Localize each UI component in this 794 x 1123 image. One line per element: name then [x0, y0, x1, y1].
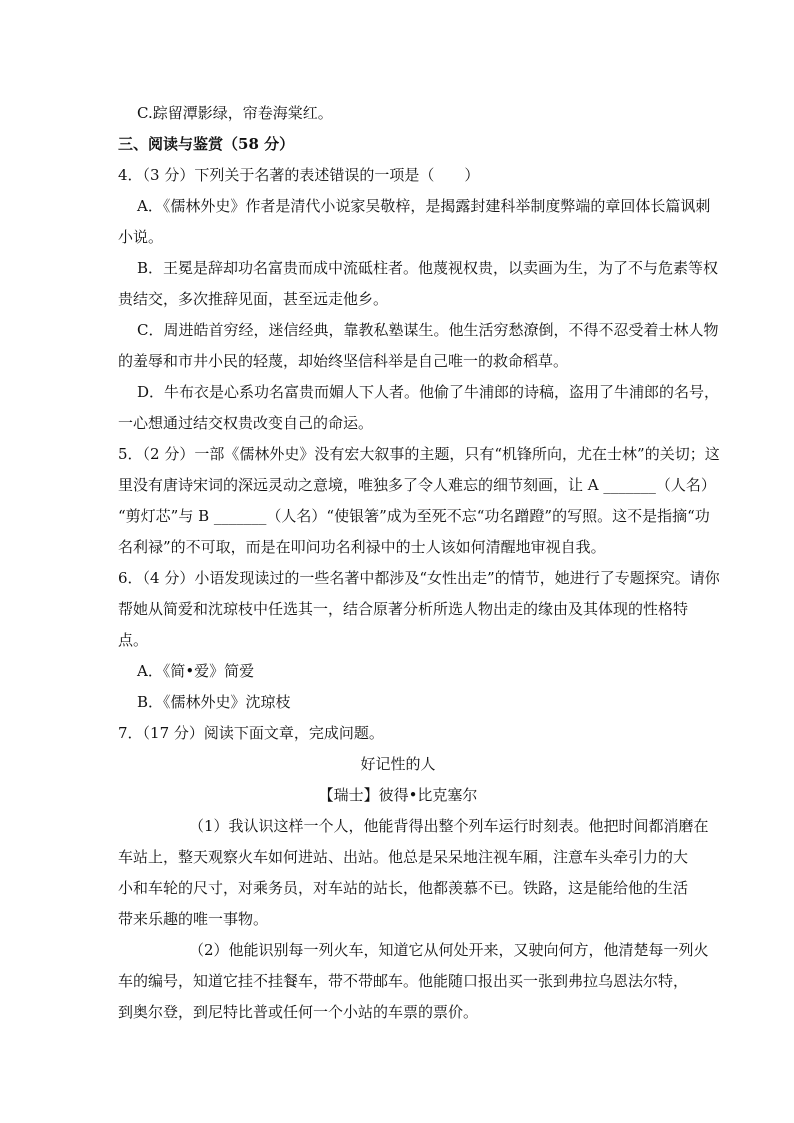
article-title: 好记性的人 [360, 755, 436, 773]
q4-option-a-line1: A．《儒林外史》作者是清代小说家吴敬梓，是揭露封建科举制度弊端的章回体长篇讽刺 [137, 197, 711, 215]
p2-line2: 车的编号，知道它挂不挂餐车，带不带邮车。他能随口报出买一张到弗拉乌恩法尔特， [118, 972, 689, 990]
q4-option-d-line1: D．牛布衣是心系功名富贵而媚人下人者。他偷了牛浦郎的诗稿，盗用了牛浦郎的名号， [137, 383, 720, 401]
p2-line1: （2）他能识别每一列火车，知道它从何处开来，又驶向何方，他清楚每一列火 [189, 941, 709, 959]
q7-stem: 7．（17 分）阅读下面文章，完成问题。 [118, 724, 384, 742]
p1-line4: 带来乐趣的唯一事物。 [118, 910, 269, 928]
q6-line2: 帮她从简爱和沈琼枝中任选其一，结合原著分析所选人物出走的缘由及其体现的性格特 [118, 600, 689, 618]
p2-line3: 到奥尔登，到尼特比普或任何一个小站的车票的票价。 [118, 1003, 479, 1021]
q4-option-c-line2: 的羞辱和市井小民的轻蔑，却始终坚信科举是自己唯一的救命稻草。 [118, 352, 569, 370]
p1-line2: 车站上，整天观察火车如何进站、出站。他总是呆呆地注视车厢，注意车头牵引力的大 [118, 848, 689, 866]
prev-option-c: C.踪留潭影绿，帘卷海棠红。 [137, 104, 333, 122]
q6-option-b: B．《儒林外史》沈琼枝 [137, 693, 291, 711]
q4-option-c-line1: C．周进皓首穷经，迷信经典，靠教私塾谋生。他生活穷愁潦倒，不得不忍受着士林人物 [137, 321, 719, 339]
q4-option-d-line2: 一心想通过结交权贵改变自己的命运。 [118, 414, 374, 432]
q5-line2: 里没有唐诗宋词的深远灵动之意境，唯独多了令人难忘的细节刻画，让 A _______（人名） [118, 476, 716, 494]
q4-stem: 4．（3 分）下列关于名著的表述错误的一项是（ ） [118, 166, 480, 184]
q4-option-a-line2: 小说。 [118, 228, 164, 246]
q5-line1: 5．（2 分）一部《儒林外史》没有宏大叙事的主题，只有“机锋所向，尤在士林”的关切；这 [118, 445, 720, 463]
q6-option-a: A．《简•爱》简爱 [137, 662, 255, 680]
p1-line1: （1）我认识这样一个人，他能背得出整个列车运行时刻表。他把时间都消磨在 [189, 817, 709, 835]
q4-option-b-line1: B．王冕是辞却功名富贵而成中流砥柱者。他蔑视权贵，以卖画为生，为了不与危素等权 [137, 259, 719, 277]
q4-option-b-line2: 贵结交，多次推辞见面，甚至远走他乡。 [118, 290, 389, 308]
section-title: 三、阅读与鉴赏（58 分） [118, 135, 295, 153]
q5-line4: 名利禄”的不可取，而是在叩问功名利禄中的士人该如何清醒地审视自我。 [118, 538, 606, 556]
q6-line1: 6．（4 分）小语发现读过的一些名著中都涉及“女性出走”的情节，她进行了专题探究。请你 [118, 569, 720, 587]
q6-line3: 点。 [118, 631, 149, 649]
p1-line3: 小和车轮的尺寸，对乘务员，对车站的站长，他都羡慕不已。铁路，这是能给他的生活 [118, 879, 689, 897]
q5-line3: “剪灯芯”与 B _______（人名）“使银箸”成为至死不忘“功名蹭蹬”的写照。这不是指摘“功 [118, 507, 710, 525]
article-author: 【瑞士】彼得•比克塞尔 [318, 786, 478, 804]
